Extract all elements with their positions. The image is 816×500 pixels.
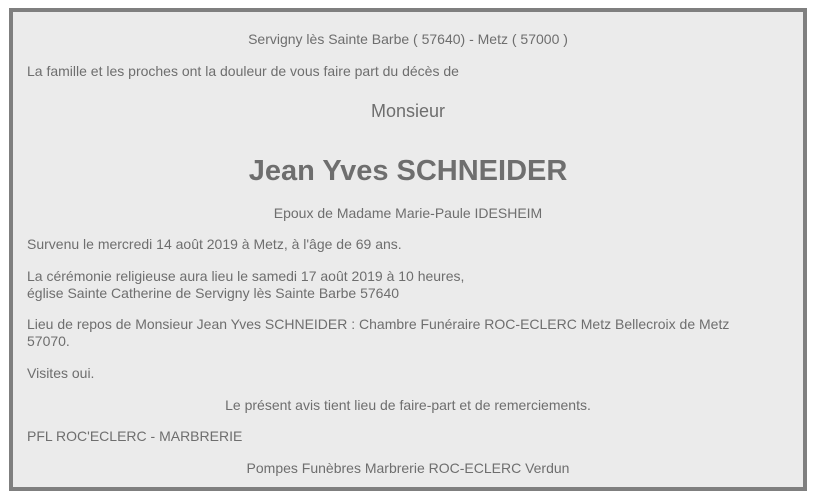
ceremony-line-2: église Sainte Catherine de Servigny lès Sainte Barbe 57640 [27,285,400,301]
rest-place-line-1: Lieu de repos de Monsieur Jean Yves SCHNEIDER : Chambre Funéraire ROC-ECLERC Metz Bellecroix de Metz [27,316,730,332]
company-line: PFL ROC'ECLERC - MARBRERIE [27,428,243,444]
intro-text: La famille et les proches ont la douleur de vous faire part du décès de [27,63,459,79]
funeral-home-line: Pompes Funèbres Marbrerie ROC-ECLERC Verdun [246,460,570,476]
deceased-name: Jean Yves SCHNEIDER [248,155,568,187]
spouse-line: Epoux de Madame Marie-Paule IDESHEIM [273,205,543,221]
death-line: Survenu le mercredi 14 août 2019 à Metz, à l'âge de 69 ans. [27,236,402,252]
location-line: Servigny lès Sainte Barbe ( 57640) - Metz ( 57000 ) [248,31,568,47]
thanks-line: Le présent avis tient lieu de faire-part et de remerciements. [225,397,591,413]
obituary-notice [9,8,807,491]
rest-place-line-2: 57070. [27,333,70,349]
visits-line: Visites oui. [27,365,95,381]
ceremony-line-1: La cérémonie religieuse aura lieu le samedi 17 août 2019 à 10 heures, [27,268,465,284]
honorific: Monsieur [370,101,446,121]
